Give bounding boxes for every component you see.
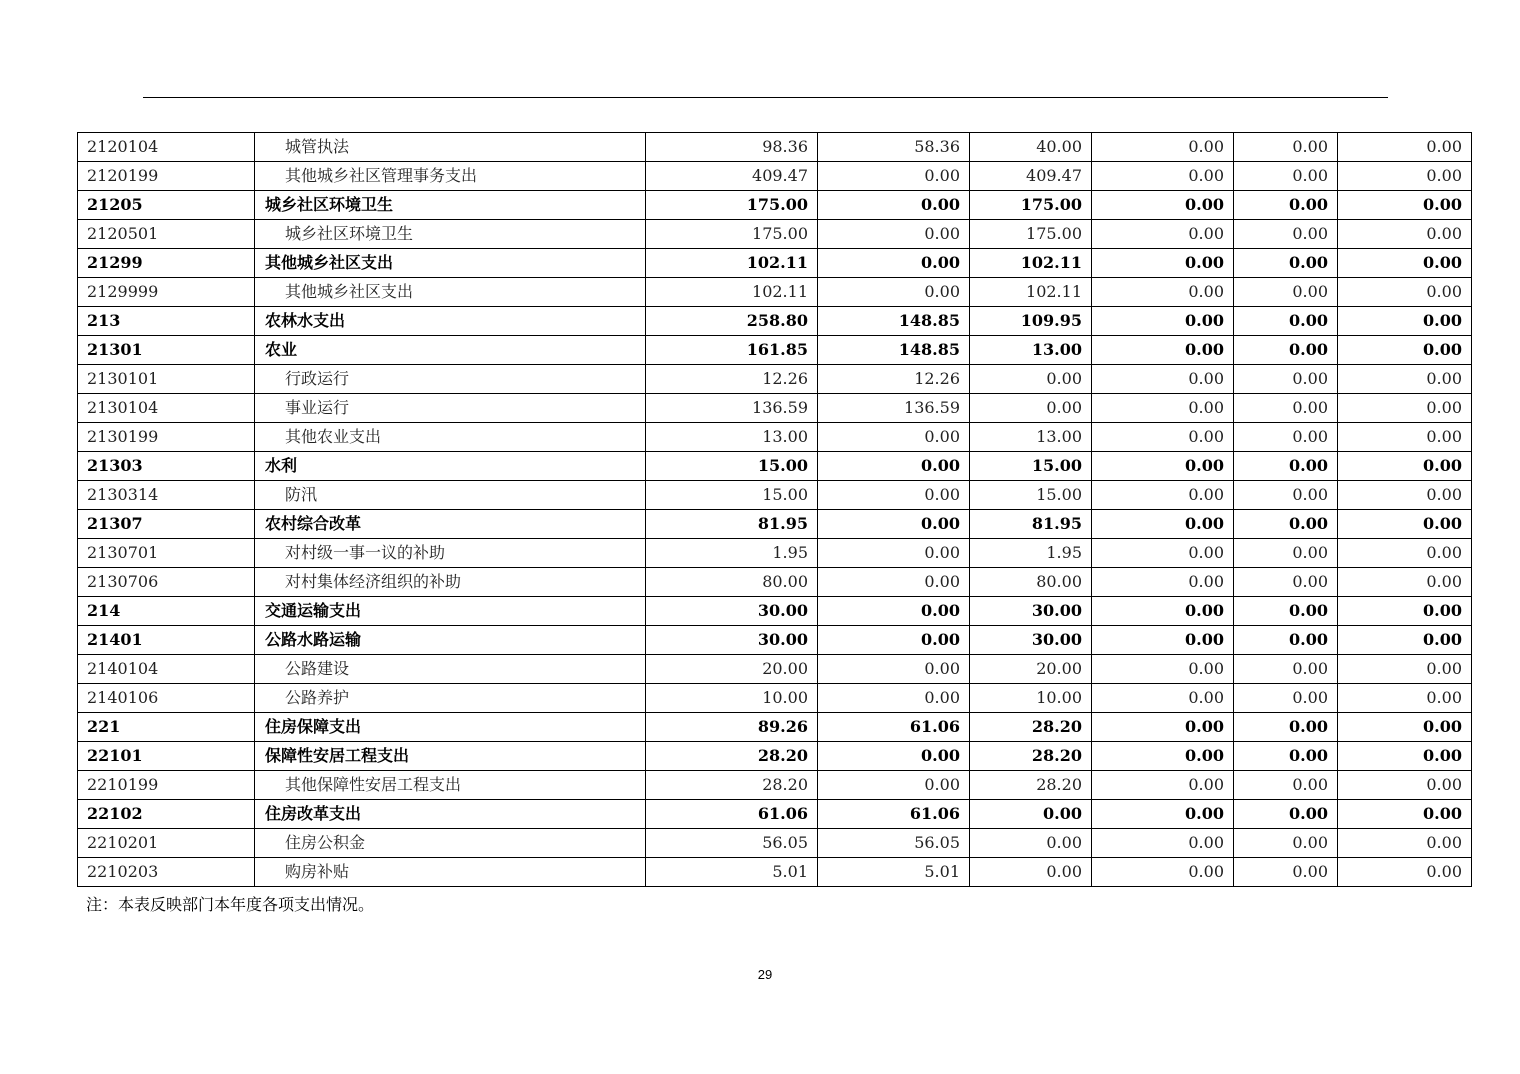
table-row [78, 742, 1472, 771]
cell-amount-col6: 0.00 [1338, 713, 1472, 742]
cell-name: 住房改革支出 [255, 800, 646, 829]
cell-amount-col6: 0.00 [1338, 336, 1472, 365]
table-row [78, 481, 1472, 510]
cell-name: 住房保障支出 [255, 713, 646, 742]
cell-amount-col5: 0.00 [1234, 423, 1338, 452]
cell-amount-col4: 0.00 [1092, 133, 1234, 162]
cell-amount-total: 102.11 [646, 249, 818, 278]
cell-amount-total: 136.59 [646, 394, 818, 423]
cell-amount-basic: 0.00 [818, 655, 970, 684]
cell-amount-col4: 0.00 [1092, 713, 1234, 742]
table-row [78, 655, 1472, 684]
cell-amount-project: 30.00 [970, 626, 1092, 655]
cell-name: 城乡社区环境卫生 [255, 191, 646, 220]
cell-amount-col5: 0.00 [1234, 394, 1338, 423]
table-row [78, 162, 1472, 191]
cell-amount-project: 13.00 [970, 336, 1092, 365]
cell-name: 公路水路运输 [255, 626, 646, 655]
cell-amount-total: 98.36 [646, 133, 818, 162]
cell-amount-basic: 5.01 [818, 858, 970, 887]
cell-amount-total: 12.26 [646, 365, 818, 394]
cell-amount-col4: 0.00 [1092, 771, 1234, 800]
table-row [78, 713, 1472, 742]
table-row [78, 626, 1472, 655]
cell-code: 21299 [78, 249, 255, 278]
cell-amount-col4: 0.00 [1092, 539, 1234, 568]
cell-amount-total: 102.11 [646, 278, 818, 307]
cell-name: 农林水支出 [255, 307, 646, 336]
table-row [78, 452, 1472, 481]
table-body [78, 133, 1472, 887]
cell-amount-col5: 0.00 [1234, 481, 1338, 510]
cell-amount-col6: 0.00 [1338, 539, 1472, 568]
cell-amount-basic: 0.00 [818, 220, 970, 249]
cell-amount-col6: 0.00 [1338, 394, 1472, 423]
cell-amount-basic: 61.06 [818, 800, 970, 829]
cell-amount-col4: 0.00 [1092, 365, 1234, 394]
cell-amount-col5: 0.00 [1234, 742, 1338, 771]
cell-amount-col6: 0.00 [1338, 800, 1472, 829]
cell-code: 21205 [78, 191, 255, 220]
cell-amount-col5: 0.00 [1234, 307, 1338, 336]
cell-amount-basic: 0.00 [818, 249, 970, 278]
cell-amount-col6: 0.00 [1338, 278, 1472, 307]
cell-amount-col4: 0.00 [1092, 481, 1234, 510]
cell-amount-col6: 0.00 [1338, 307, 1472, 336]
cell-amount-basic: 148.85 [818, 336, 970, 365]
table-row [78, 336, 1472, 365]
cell-amount-col6: 0.00 [1338, 829, 1472, 858]
cell-amount-basic: 0.00 [818, 162, 970, 191]
cell-amount-col6: 0.00 [1338, 481, 1472, 510]
cell-amount-col5: 0.00 [1234, 278, 1338, 307]
cell-amount-total: 20.00 [646, 655, 818, 684]
cell-amount-col6: 0.00 [1338, 655, 1472, 684]
cell-amount-total: 175.00 [646, 220, 818, 249]
cell-amount-project: 28.20 [970, 771, 1092, 800]
cell-name: 防汛 [255, 481, 646, 510]
cell-amount-total: 10.00 [646, 684, 818, 713]
cell-code: 2120199 [78, 162, 255, 191]
cell-amount-col4: 0.00 [1092, 858, 1234, 887]
cell-code: 2130701 [78, 539, 255, 568]
cell-amount-project: 409.47 [970, 162, 1092, 191]
cell-amount-col4: 0.00 [1092, 394, 1234, 423]
cell-amount-basic: 0.00 [818, 423, 970, 452]
table-row [78, 278, 1472, 307]
cell-amount-project: 0.00 [970, 394, 1092, 423]
cell-amount-basic: 0.00 [818, 597, 970, 626]
cell-code: 22101 [78, 742, 255, 771]
cell-amount-col4: 0.00 [1092, 655, 1234, 684]
cell-amount-project: 175.00 [970, 191, 1092, 220]
header-rule [143, 97, 1388, 98]
cell-amount-col4: 0.00 [1092, 278, 1234, 307]
cell-code: 22102 [78, 800, 255, 829]
cell-amount-col5: 0.00 [1234, 568, 1338, 597]
cell-amount-total: 61.06 [646, 800, 818, 829]
cell-amount-col4: 0.00 [1092, 423, 1234, 452]
cell-amount-col5: 0.00 [1234, 162, 1338, 191]
table-row [78, 858, 1472, 887]
cell-amount-col6: 0.00 [1338, 220, 1472, 249]
cell-amount-col4: 0.00 [1092, 626, 1234, 655]
expenditure-table [77, 132, 1472, 887]
cell-amount-project: 81.95 [970, 510, 1092, 539]
cell-name: 其他农业支出 [255, 423, 646, 452]
cell-code: 2140106 [78, 684, 255, 713]
cell-amount-col4: 0.00 [1092, 249, 1234, 278]
cell-code: 2130101 [78, 365, 255, 394]
cell-code: 2210199 [78, 771, 255, 800]
cell-amount-project: 0.00 [970, 365, 1092, 394]
cell-name: 购房补贴 [255, 858, 646, 887]
cell-amount-basic: 0.00 [818, 452, 970, 481]
cell-code: 21401 [78, 626, 255, 655]
cell-amount-project: 0.00 [970, 829, 1092, 858]
table-row [78, 510, 1472, 539]
cell-amount-col5: 0.00 [1234, 510, 1338, 539]
cell-amount-col5: 0.00 [1234, 133, 1338, 162]
cell-amount-project: 30.00 [970, 597, 1092, 626]
table-row [78, 684, 1472, 713]
cell-amount-project: 109.95 [970, 307, 1092, 336]
cell-name: 其他城乡社区支出 [255, 249, 646, 278]
table-note: 注：本表反映部门本年度各项支出情况。 [86, 895, 375, 914]
cell-amount-col4: 0.00 [1092, 220, 1234, 249]
cell-amount-col6: 0.00 [1338, 162, 1472, 191]
cell-amount-basic: 12.26 [818, 365, 970, 394]
cell-amount-col4: 0.00 [1092, 829, 1234, 858]
cell-amount-project: 15.00 [970, 452, 1092, 481]
cell-amount-project: 28.20 [970, 713, 1092, 742]
cell-amount-basic: 148.85 [818, 307, 970, 336]
cell-amount-col5: 0.00 [1234, 249, 1338, 278]
cell-amount-basic: 0.00 [818, 742, 970, 771]
cell-code: 21303 [78, 452, 255, 481]
cell-amount-col6: 0.00 [1338, 742, 1472, 771]
cell-amount-col5: 0.00 [1234, 858, 1338, 887]
cell-name: 城乡社区环境卫生 [255, 220, 646, 249]
cell-amount-col6: 0.00 [1338, 423, 1472, 452]
cell-amount-basic: 0.00 [818, 278, 970, 307]
cell-name: 公路养护 [255, 684, 646, 713]
cell-amount-col6: 0.00 [1338, 365, 1472, 394]
table-row [78, 568, 1472, 597]
cell-amount-total: 161.85 [646, 336, 818, 365]
cell-amount-col6: 0.00 [1338, 452, 1472, 481]
cell-amount-project: 1.95 [970, 539, 1092, 568]
cell-amount-col6: 0.00 [1338, 568, 1472, 597]
table-row [78, 394, 1472, 423]
cell-amount-basic: 0.00 [818, 626, 970, 655]
cell-amount-col5: 0.00 [1234, 452, 1338, 481]
cell-code: 213 [78, 307, 255, 336]
cell-name: 城管执法 [255, 133, 646, 162]
cell-code: 2210203 [78, 858, 255, 887]
table-row [78, 220, 1472, 249]
cell-amount-col5: 0.00 [1234, 655, 1338, 684]
cell-amount-basic: 0.00 [818, 568, 970, 597]
cell-code: 2120104 [78, 133, 255, 162]
table-row [78, 249, 1472, 278]
cell-name: 其他城乡社区管理事务支出 [255, 162, 646, 191]
cell-amount-col4: 0.00 [1092, 742, 1234, 771]
cell-amount-col5: 0.00 [1234, 539, 1338, 568]
cell-amount-basic: 0.00 [818, 539, 970, 568]
cell-amount-col4: 0.00 [1092, 191, 1234, 220]
cell-amount-col5: 0.00 [1234, 771, 1338, 800]
cell-amount-col4: 0.00 [1092, 568, 1234, 597]
cell-amount-total: 30.00 [646, 597, 818, 626]
cell-amount-total: 89.26 [646, 713, 818, 742]
cell-name: 水利 [255, 452, 646, 481]
cell-name: 住房公积金 [255, 829, 646, 858]
cell-amount-basic: 56.05 [818, 829, 970, 858]
cell-amount-total: 1.95 [646, 539, 818, 568]
cell-amount-col5: 0.00 [1234, 220, 1338, 249]
cell-amount-basic: 58.36 [818, 133, 970, 162]
cell-amount-total: 56.05 [646, 829, 818, 858]
cell-amount-col6: 0.00 [1338, 133, 1472, 162]
cell-amount-col6: 0.00 [1338, 249, 1472, 278]
cell-amount-total: 80.00 [646, 568, 818, 597]
cell-amount-project: 102.11 [970, 249, 1092, 278]
cell-amount-project: 0.00 [970, 800, 1092, 829]
cell-amount-project: 102.11 [970, 278, 1092, 307]
cell-name: 公路建设 [255, 655, 646, 684]
table-row [78, 191, 1472, 220]
page-number: 29 [757, 967, 773, 982]
cell-amount-total: 15.00 [646, 481, 818, 510]
cell-amount-col5: 0.00 [1234, 597, 1338, 626]
cell-code: 2130314 [78, 481, 255, 510]
cell-amount-basic: 0.00 [818, 771, 970, 800]
cell-amount-project: 175.00 [970, 220, 1092, 249]
cell-amount-col5: 0.00 [1234, 829, 1338, 858]
cell-amount-basic: 0.00 [818, 684, 970, 713]
table-row [78, 771, 1472, 800]
cell-amount-col4: 0.00 [1092, 510, 1234, 539]
cell-amount-project: 80.00 [970, 568, 1092, 597]
cell-amount-total: 5.01 [646, 858, 818, 887]
cell-amount-project: 0.00 [970, 858, 1092, 887]
cell-amount-project: 13.00 [970, 423, 1092, 452]
cell-name: 其他城乡社区支出 [255, 278, 646, 307]
cell-amount-col5: 0.00 [1234, 336, 1338, 365]
cell-code: 2120501 [78, 220, 255, 249]
table-row [78, 133, 1472, 162]
cell-amount-col4: 0.00 [1092, 336, 1234, 365]
cell-code: 2130104 [78, 394, 255, 423]
cell-name: 保障性安居工程支出 [255, 742, 646, 771]
cell-amount-total: 15.00 [646, 452, 818, 481]
cell-code: 2129999 [78, 278, 255, 307]
cell-amount-total: 13.00 [646, 423, 818, 452]
cell-amount-total: 175.00 [646, 191, 818, 220]
cell-amount-project: 20.00 [970, 655, 1092, 684]
table-row [78, 829, 1472, 858]
cell-code: 214 [78, 597, 255, 626]
cell-code: 21301 [78, 336, 255, 365]
cell-amount-col4: 0.00 [1092, 597, 1234, 626]
cell-amount-col4: 0.00 [1092, 452, 1234, 481]
cell-amount-col5: 0.00 [1234, 365, 1338, 394]
cell-code: 2130706 [78, 568, 255, 597]
cell-amount-col6: 0.00 [1338, 191, 1472, 220]
cell-name: 农业 [255, 336, 646, 365]
cell-amount-total: 258.80 [646, 307, 818, 336]
cell-code: 2130199 [78, 423, 255, 452]
cell-code: 2210201 [78, 829, 255, 858]
cell-code: 2140104 [78, 655, 255, 684]
cell-amount-total: 409.47 [646, 162, 818, 191]
cell-amount-col5: 0.00 [1234, 626, 1338, 655]
table-row [78, 307, 1472, 336]
cell-code: 21307 [78, 510, 255, 539]
cell-code: 221 [78, 713, 255, 742]
cell-name: 交通运输支出 [255, 597, 646, 626]
cell-amount-total: 81.95 [646, 510, 818, 539]
cell-amount-basic: 61.06 [818, 713, 970, 742]
cell-amount-col6: 0.00 [1338, 684, 1472, 713]
cell-amount-col5: 0.00 [1234, 191, 1338, 220]
cell-amount-basic: 0.00 [818, 510, 970, 539]
cell-amount-project: 15.00 [970, 481, 1092, 510]
cell-amount-col5: 0.00 [1234, 684, 1338, 713]
table-row [78, 800, 1472, 829]
cell-amount-col6: 0.00 [1338, 510, 1472, 539]
table-row [78, 365, 1472, 394]
cell-amount-total: 28.20 [646, 742, 818, 771]
cell-amount-basic: 136.59 [818, 394, 970, 423]
cell-amount-project: 28.20 [970, 742, 1092, 771]
table-row [78, 423, 1472, 452]
cell-name: 对村级一事一议的补助 [255, 539, 646, 568]
cell-name: 对村集体经济组织的补助 [255, 568, 646, 597]
cell-name: 其他保障性安居工程支出 [255, 771, 646, 800]
table-row [78, 597, 1472, 626]
cell-amount-col4: 0.00 [1092, 307, 1234, 336]
cell-amount-col6: 0.00 [1338, 771, 1472, 800]
cell-amount-col5: 0.00 [1234, 713, 1338, 742]
cell-amount-project: 40.00 [970, 133, 1092, 162]
cell-amount-col6: 0.00 [1338, 597, 1472, 626]
cell-amount-col4: 0.00 [1092, 162, 1234, 191]
cell-amount-col6: 0.00 [1338, 858, 1472, 887]
cell-name: 事业运行 [255, 394, 646, 423]
cell-amount-total: 28.20 [646, 771, 818, 800]
cell-amount-col6: 0.00 [1338, 626, 1472, 655]
cell-amount-col5: 0.00 [1234, 800, 1338, 829]
cell-amount-col4: 0.00 [1092, 684, 1234, 713]
cell-amount-project: 10.00 [970, 684, 1092, 713]
cell-name: 农村综合改革 [255, 510, 646, 539]
cell-name: 行政运行 [255, 365, 646, 394]
cell-amount-total: 30.00 [646, 626, 818, 655]
cell-amount-col4: 0.00 [1092, 800, 1234, 829]
table-row [78, 539, 1472, 568]
cell-amount-basic: 0.00 [818, 481, 970, 510]
cell-amount-basic: 0.00 [818, 191, 970, 220]
